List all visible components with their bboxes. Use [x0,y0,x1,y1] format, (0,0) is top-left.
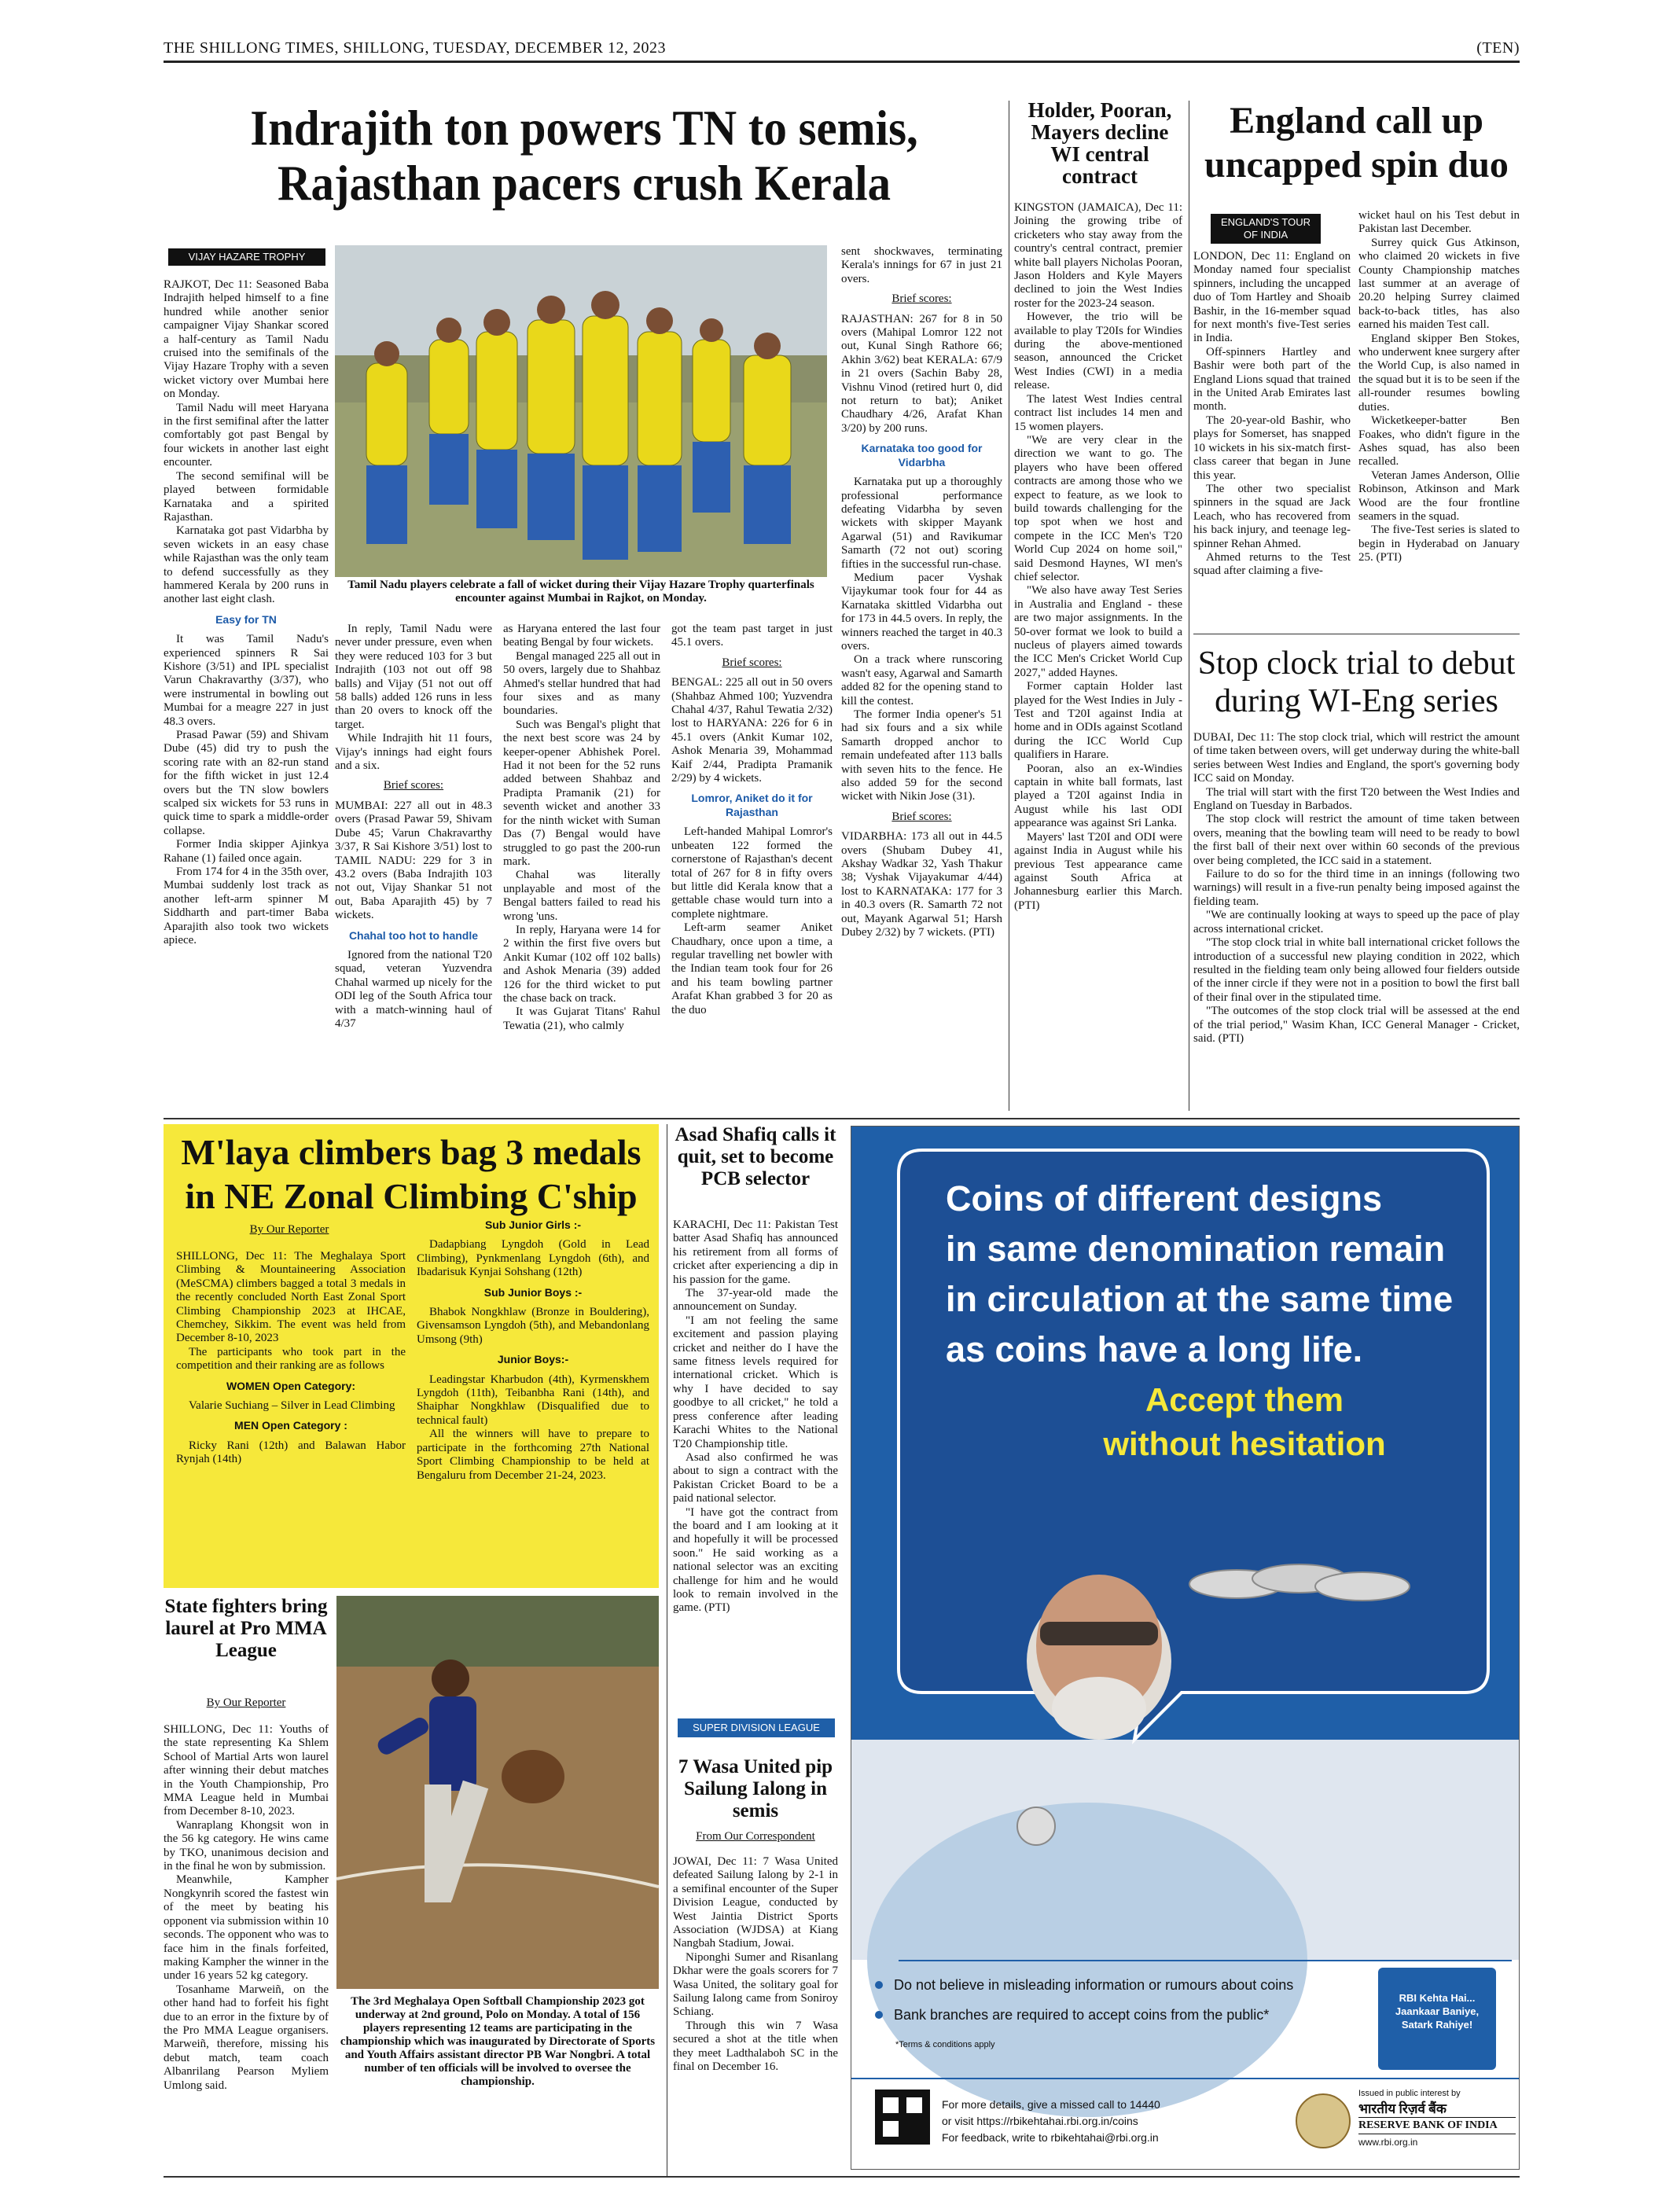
subhead: Easy for TN [215,612,277,626]
ad-accept: Accept them without hesitation [1103,1381,1386,1462]
climb-col1: SHILLONG, Dec 11: The Meghalaya Sport Climbing & Mountaineering Association (MeSCMA) climbers bagged a total 3 medals in the recently concluded North East Zonal Sport Climbing Championship 2023 at IHCAE, Chemchey, Sikkim. The event was held from December 8-10, 2023 The participants who took part in the competition and their ranking are as follows WOMEN Open Category: Valarie Suchiang – Silver in Lead Climbing MEN Open Category : Ricky Rani (12th) and Balawan Habor Rynjah (14th) [176,1250,406,1466]
wasa-body: JOWAI, Dec 11: 7 Wasa United defeated Sailung Ialong by 2-1 in a semifinal encounter of the Super Division League, conducted by West Jaintia District Sports Association (WJDSA) at Kiang Nangbah Stadium, Jowai. Niponghi Sumer and Risanlang Dkhar were the goals scorers for 7 Wasa United, the solitary goal for Sailung Ialong came from Soniroy Schiang. Through this win 7 Wasa secured a shot at the title when they meet Ladthalaboh SC in the final on December 16. [673,1855,838,2074]
ad-message: Coins of different designs in same denomination remain in circulation at the same time as coins have a long life. [946,1178,1454,1369]
byline: By Our Reporter [249,1223,329,1236]
ad-bullets [875,1976,1331,2054]
ad-contact: For more details, give a missed call to 14440 or visit https://rbikehtahai.rbi.org.in/coins For feedback, write to rbikehtahai@rbi.org.in [942,2098,1160,2144]
photo-caption: The 3rd Meghalaya Open Softball Championship 2023 got underway at 2nd ground, Polo on Monday. A total of 156 players representing 12 teams are participating in the championship which was inaugurated by Directorate of Sports and Youth Affairs assistant director PB War Nongbri. A total number of ten officials will be involved to oversee the championship. [340,1995,656,2088]
byline: From Our Correspondent [696,1830,815,1843]
bullet-icon [875,2011,883,2019]
eng-col1: LONDON, Dec 11: England on Monday named four specialist spinners, including the uncapped duo of Tom Hartley and Shoaib Bashir, in the 16-member squad for next month's five-Test series in India. Off-spinners Hartley and Bashir were both part of the England Lions squad that trained in the United Arab Emirates last month. The 20-year-old Bashir, who plays for Somerset, has snapped 10 wickets in his six-match first-class career that began in June this year. The other two specialist spinners in the squad are Jack Leach, who has recovered from his back injury, and teenage leg-spinner Rehan Ahmed. Ahmed returns to the Test squad after claiming a five- [1193,250,1351,578]
wi-headline: Holder, Pooran, Mayers decline WI central contract [1027,98,1172,188]
rbi-kehta-hai-badge: RBI Kehta Hai... Jaankaar Baniye, Satark Rahiye! [1395,1992,1480,2031]
divider [164,1118,1520,1119]
eng-headline: England call up uncapped spin duo [1204,100,1509,186]
section-tag: SUPER DIVISION LEAGUE [678,1718,835,1737]
clock-headline: Stop clock trial to debut during WI-Eng series [1197,645,1516,719]
shafiq-headline: Asad Shafiq calls it quit, set to become PCB selector [675,1124,836,1189]
softball-photo [336,1596,659,1989]
photo-caption: Tamil Nadu players celebrate a fall of wicket during their Vijay Hazare Trophy quarterfinals encounter against Mumbai in Rajkot, on Monday. [347,579,814,605]
wasa-headline: 7 Wasa United pip Sailung Ialong in semis [678,1756,833,1821]
cricket-photo [335,245,827,577]
shafiq-body: KARACHI, Dec 11: Pakistan Test batter Asad Shafiq has announced his retirement from all forms of cricket after experiencing a dip in his passion for the game. The 37-year-old made the announcement on Sunday. "I am not feeling the same excitement and passion playing cricket and neither do I have the same fitness levels required for international cricket. Which is why I have decided to say goodbye to all cricket," he told a press conference after leading Karachi Whites to the National T20 Championship title. Asad also confirmed he was about to sign a contract with the Pakistan Cricket Board to be a paid national selector. "I have got the contract from the board and I am looking at it and hopefully it will be processed soon." He said working as a national selector was an exciting challenge for him and he would look to remain involved in the game. (PTI) [673,1218,838,1615]
climbing-box [164,1124,659,1588]
main-col5: sent shockwaves, terminating Kerala's innings for 67 in just 21 overs. Brief scores: RAJASTHAN: 267 for 8 in 50 overs (Mahipal Lomror 122 not out, Kunal Singh Rathore 66; Akhin 3/62) beat KERALA: 67/9 in 21 overs (Sachin Baby 28, Vishnu Vinod (retired hurt 0, did not return to bat); Aniket Chaudhary 4/26, Arafat Khan 3/20) by 200 runs. Karnataka too good for Vidarbha Karnataka put up a thoroughly professional performance defeating Vidarbha by seven wickets with skipper Mayank Agarwal (51) and Ravikumar Samarth (72 not out) scoring fifties in the successful run-chase. Medium pacer Vyshak Vijaykumar took four for 44 as Karnataka skittled Vidarbha out for 173 in 44.5 overs. In reply, the winners reached the target in 40.3 overs. On a track where runscoring wasn't easy, Agarwal and Samarth added 82 for the opening stand to kill the contest. The former India opener's 51 had six fours and a six while Samarth dropped anchor to remain undefeated after 113 balls with seven hits to the fence. He also added 59 for the second wicket with Nikin Jose (31). Brief scores: VIDARBHA: 173 all out in 44.5 overs (Shubam Dubey 41, Akshay Wadkar 32, Yash Thakur 38; Vyshak Vijayakumar 4/44) lost to KARNATAKA: 177 for 3 in 40.3 overs (R. Samarth 72 not out, Mayank Agarwal 51; Harsh Dubey 2/32) by 7 wickets. (PTI) [841,245,1002,939]
header-dateline: THE SHILLONG TIMES, SHILLONG, TUESDAY, DECEMBER 12, 2023 [164,39,666,57]
eng-col2: wicket haul on his Test debut in Pakistan last December. Surrey quick Gus Atkinson, who claimed 20 wickets in five County Championship matches last summer at an average of 20.20 helping Surrey claimed back-to-back titles, has also earned his maiden Test call. England skipper Ben Stokes, who underwent knee surgery after the World Cup, is also named in the squad but it is to be seen if the all-rounder resumes bowling duties. Wicketkeeper-batter Ben Foakes, who didn't figure in the Ashes squad, has also been recalled. Veteran James Anderson, Ollie Robinson, Atkinson and Mark Wood are the four frontline seamers in the squad. The five-Test series is slated to begin in Hyderabad on January 25. (PTI) [1358,209,1520,564]
rbi-issuer: Issued in public interest by भारतीय रिज़र्व बैंक RESERVE BANK OF INDIA www.rbi.org.in [1358,2086,1516,2150]
byline: By Our Reporter [206,1696,286,1709]
headline-line2: Rajasthan pacers crush Kerala [277,155,891,211]
main-col3: as Haryana entered the last four beating Bengal by four wickets. Bengal managed 225 all out in 50 overs, largely due to Shahbaz Ahmed's stellar hundred that had four sixes and as many boundaries. Such was Bengal's plight that the next best score was 24 by keeper-opener Abhishek Porel. Had it not been for the 52 runs added between Shahbaz and Pradipta Pramanik (21) for seventh wicket and another 33 for the ninth wicket with Suman Das (7) Bengal would have struggled to go past the 200-run mark. Chahal was literally unplayable and most of the Bengal batters failed to read his wrong 'uns. In reply, Haryana were 14 for 2 within the first five overs but Ankit Kumar (102 off 102 balls) and Ashok Menaria (39) added 126 for the third wicket to put the chase back on track. It was Gujarat Titans' Rahul Tewatia (21), who calmly [503,623,660,1032]
main-col1: RAJKOT, Dec 11: Seasoned Baba Indrajith helped himself to a fine hundred while another senior campaigner Vijay Shankar scored a half-century as Tamil Nadu cruised into the semifinals of the Vijay Hazare Trophy with a seven wicket victory over Mumbai here on Monday. Tamil Nadu will meet Haryana in the first semifinal after the latter comfortably got past Bengal by four wickets in another last eight encounter. The second semifinal will be played between formidable Karnataka and a spirited Rajasthan. Karnataka got past Vidarbha by seven wickets in an easy chase while Rajasthan was the only team to defend successfully as they hammered Kerala by 200 runs in another last eight clash. Easy for TN It was Tamil Nadu's experienced spinners R Sai Kishore (3/51) and IPL specialist Varun Chakravarthy (3/37), who were instrumental in bowling out Mumbai for a meagre 227 in just 48.3 overs. Prasad Pawar (59) and Shivam Dube (45) did try to push the scoring rate with an 82-run stand for the fifth wicket in just 12.4 overs but the TN slow bowlers scalped six wickets for 53 runs in quick time to spark a middle-order collapse. Former India skipper Ajinkya Rahane (1) failed once again. From 174 for 4 in the 35th over, Mumbai suddenly lost track as another left-arm spinner M Siddharth and part-timer Baba Aparajith also took two wickets apiece. [164,278,329,947]
wi-body: KINGSTON (JAMAICA), Dec 11: Joining the growing tribe of cricketers who stay away from the country's central contract, premier white ball players Nicholas Pooran, Jason Holders and Kyle Mayers declined to join the West Indies roster for the 2023-24 season. However, the trio will be available to play T20Is for Windies during the above-mentioned season, announced the Cricket West Indies (CWI) in a media release. The latest West Indies central contract list includes 14 men and 15 women players. "We are very clear in the direction we want to go. The players who have been offered contracts are among those who we expect to feature, as we look to build towards challenging for the top spot when we host and compete in the ICC Men's T20 World Cup 2024 on home soil," said Desmond Haynes, WI men's chief selector. "We also have away Test Series in Australia and England - these are two major assignments. In the 50-over format we look to build a nucleus of players aimed towards the ICC Men's Cricket World Cup 2027," added Haynes. Former captain Holder last played for the West Indies in July - Test and T20I against India at home and in ODIs against Scotland during the ICC World Cup qualifiers in Harare. Pooran, also an ex-Windies captain in white ball formats, last played a T20I against India in August while his last ODI appearance was against Sri Lanka. Mayers' last T20I and ODI were against India in August while his previous Test appearance came against South Africa at Johannesburg earlier this March. (PTI) [1014,201,1182,912]
main-headline [197,101,971,211]
main-col4: got the team past target in just 45.1 overs. Brief scores: BENGAL: 225 all out in 50 overs (Shahbaz Ahmed 100; Yuzvendra Chahal 4/37, Rahul Tewatia 2/32) lost to HARYANA: 226 for 6 in 45.1 overs (Ankit Kumar 102, Ashok Menaria 39, Mohammad Kaif 2/44, Pradipta Pramanik 2/29) by 4 wickets. Lomror, Aniket do it for Rajasthan Left-handed Mahipal Lomror's unbeaten 122 formed the cornerstone of Rajasthan's decent total of 267 for 8 in fifty overs but little did Kerala know that a gettable chase would turn into a complete nightmare. Left-arm seamer Aniket Chaudhary, once upon a time, a regular travelling net bowler with the Indian team took four for 26 and his team bowling partner Arafat Khan grabbed 3 for 20 as the duo [671,623,833,1016]
page-header [164,33,1520,63]
mma-headline: State fighters bring laurel at Pro MMA League [164,1596,328,1661]
section-tag: ENGLAND'S TOUR OF INDIA [1211,214,1321,244]
section-tag: VIJAY HAZARE TROPHY [168,248,325,266]
main-col2: In reply, Tamil Nadu were never under pressure, even when they were reduced 103 for 3 but Indrajith (103 not out off 98 balls) and Vijay (51 not out off 58 balls) added 126 runs in less than 20 overs to knock off the target. While Indrajith hit 11 fours, Vijay's innings had eight fours and a six. Brief scores: MUMBAI: 227 all out in 48.3 overs (Prasad Pawar 59, Shivam Dube 45; Varun Chakravarthy 3/37, R Sai Kishore 3/51) lost to TAMIL NADU: 229 for 3 in 43.2 overs (Baba Indrajith 103 not out, Vijay Shankar 51 not out, Baba Aparajith 45) by 7 wickets. Chahal too hot to handle Ignored from the national T20 squad, veteran Yuzvendra Chahal warmed up nicely for the ODI leg of the South Africa tour with a match-winning haul of 4/37 [335,623,492,1030]
rbi-advertisement [851,1126,1520,2170]
bullet-icon [875,1981,883,1989]
page-bottom-rule [164,2176,1520,2178]
mma-body: SHILLONG, Dec 11: Youths of the state representing Ka Shlem School of Martial Arts won laurel after winning their debut matches in the Youth Championship, Pro MMA League held in Mumbai from December 8-10, 2023. Wanraplang Khongsit won in the 56 kg category. He wins came by TKO, unanimous decision and in the final he won by submission. Meanwhile, Kampher Nongkynrih scored the fastest win of the meet by beating his opponent via submission within 10 seconds. The opponent who was to face him in the finals forfeited, making Kampher the winner in the under 16 years 52 kg category. Tosanhame Marweiñ, on the other hand had to forfeit his fight due to an error in the fixture by of the Pro MMA League organisers. Marweiñ, therefore, missing his debut match, team coach Albanrilang Pearson Myliem Umlong said. [164,1723,329,2092]
page-number: (TEN) [1476,39,1520,57]
headline-line1: Indrajith ton powers TN to semis, [250,100,918,156]
climb-col2: Sub Junior Girls :- Dadapbiang Lyngdoh (Gold in Lead Climbing), Pynkmenlang Lyngdoh (6th), and Ibadarisuk Kynjai Sohshang (12th) Sub Junior Boys :- Bhabok Nongkhlaw (Bronze in Bouldering), Givensamson Lyngdoh (5th), and Mebandonlang Umsong (9th) Junior Boys:- Leadingstar Kharbudon (4th), Kyrmenskhem Lyngdoh (11th), Teibanbha Rani (14th), and Shaiphar Nongkhlaw (Disqualified due to technical fault) All the winners will have to prepare to participate in the forthcoming 27th National Sport Climbing Championship to be held at Bengaluru from December 21-24, 2023. [417,1218,649,1482]
climbing-headline: M'laya climbers bag 3 medals in NE Zonal Climbing C'ship [181,1132,641,1216]
clock-body: DUBAI, Dec 11: The stop clock trial, which will restrict the amount of time taken between overs, will get underway during the white-ball series between West Indies and England, the sport's governing body ICC said on Monday. The trial will start with the first T20 between the West Indies and England on Tuesday in Barbados. The stop clock will restrict the amount of time taken between overs, meaning that the bowling team will need to be ready to bowl the first ball of their next over within 60 seconds of the previous over being completed, the ICC said in a statement. Failure to do so for the third time in an innings (following two warnings) will result in a five-run penalty being imposed against the fielding team. "We are continually looking at ways to speed up the pace of play across international cricket. "The stop clock trial in white ball international cricket follows the introduction of a successful new playing condition in 2022, which resulted in the fielding team only being allowed four fielders outside of the inner circle if they were not in a position to bowl the first ball of their final over in the stipulated time. "The outcomes of the stop clock trial will be assessed at the end of the trial period," Wasim Khan, ICC General Manager - Cricket, said. (PTI) [1193,731,1520,1045]
ad-bullet: Bank branches are required to accept coins from the public* [875,2005,1331,2024]
terms-note: *Terms & conditions apply [895,2040,995,2049]
ad-bullet: Do not believe in misleading information or rumours about coins [875,1976,1331,1994]
